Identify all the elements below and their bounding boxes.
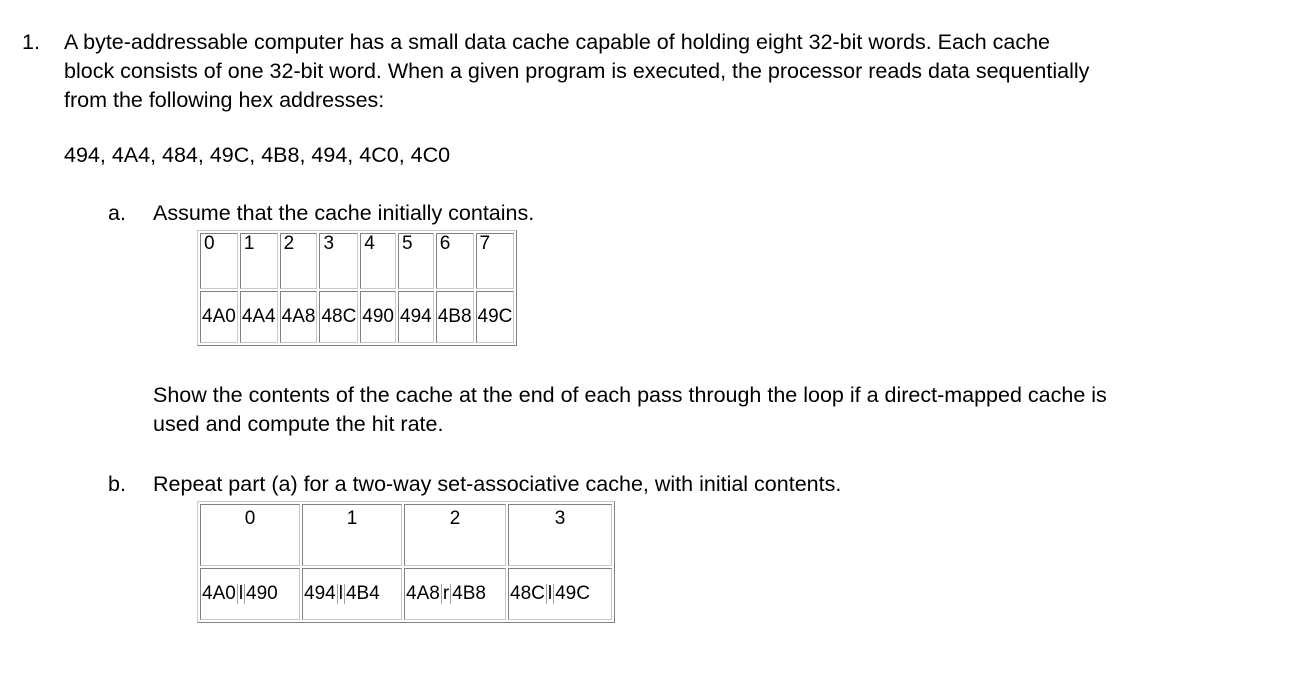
cache-index: 3 — [319, 233, 358, 289]
set-index-row — [200, 504, 612, 566]
cache-index: 5 — [398, 233, 434, 289]
cache-value: 4A4 — [240, 291, 278, 343]
set-1-lru: l — [338, 583, 343, 604]
set-0-contents — [200, 568, 300, 620]
set-2-contents — [404, 568, 506, 620]
cache-index: 2 — [280, 233, 318, 289]
set-3-contents — [508, 568, 612, 620]
set-index: 0 — [200, 504, 300, 566]
question-line-2: block consists of one 32-bit word. When a given program is executed, the processor reads data sequentially — [64, 59, 1090, 83]
part-a-label: a. — [108, 201, 126, 225]
set-3-way-0: 48C — [510, 583, 545, 604]
cache-index: 6 — [436, 233, 474, 289]
cache-value: 4A0 — [200, 291, 238, 343]
set-2-way-1: 4B8 — [452, 583, 486, 604]
part-a-text: Assume that the cache initially contains. — [153, 201, 535, 225]
set-0-way-1: 490 — [246, 583, 278, 604]
set-0-lru: l — [238, 583, 244, 604]
set-1-way-0: 494 — [304, 583, 336, 604]
set-2-way-0: 4A8 — [406, 583, 440, 604]
part-b-text: Repeat part (a) for a two-way set-associative cache, with initial contents. — [153, 472, 842, 496]
question-text — [64, 28, 1294, 115]
part-a-instruction-line-2: used and compute the hit rate. — [153, 412, 444, 436]
set-1-contents — [302, 568, 402, 620]
cache-index: 1 — [240, 233, 278, 289]
cache-value: 490 — [360, 291, 396, 343]
part-b-label: b. — [108, 472, 126, 496]
set-index: 3 — [508, 504, 612, 566]
set-associative-cache-table — [197, 501, 615, 623]
part-a-instruction-line-1: Show the contents of the cache at the end of each pass through the loop if a direct-mapped cache is — [153, 383, 1107, 407]
set-index: 2 — [404, 504, 506, 566]
cache-index: 0 — [200, 233, 238, 289]
cache-index: 4 — [360, 233, 396, 289]
set-2-lru: r — [442, 583, 450, 604]
cache-value: 48C — [319, 291, 358, 343]
set-3-way-1: 49C — [555, 583, 590, 604]
question-line-1: A byte-addressable computer has a small data cache capable of holding eight 32-bit words. Each cache — [64, 30, 1051, 54]
set-index: 1 — [302, 504, 402, 566]
cache-value: 4A8 — [280, 291, 318, 343]
cache-value: 49C — [476, 291, 515, 343]
address-sequence: 494, 4A4, 484, 49C, 4B8, 494, 4C0, 4C0 — [64, 143, 451, 167]
cache-value-row — [200, 291, 514, 343]
part-a-instructions — [153, 381, 1273, 439]
direct-mapped-cache-table — [197, 230, 517, 346]
set-1-way-1: 4B4 — [345, 583, 380, 604]
set-3-lru: l — [547, 583, 553, 604]
cache-index-row — [200, 233, 514, 289]
question-line-3: from the following hex addresses: — [64, 88, 385, 112]
set-value-row — [200, 568, 612, 620]
set-0-way-0: 4A0 — [202, 583, 236, 604]
cache-value: 494 — [398, 291, 434, 343]
question-number: 1. — [22, 30, 40, 54]
cache-index: 7 — [476, 233, 515, 289]
cache-value: 4B8 — [436, 291, 474, 343]
